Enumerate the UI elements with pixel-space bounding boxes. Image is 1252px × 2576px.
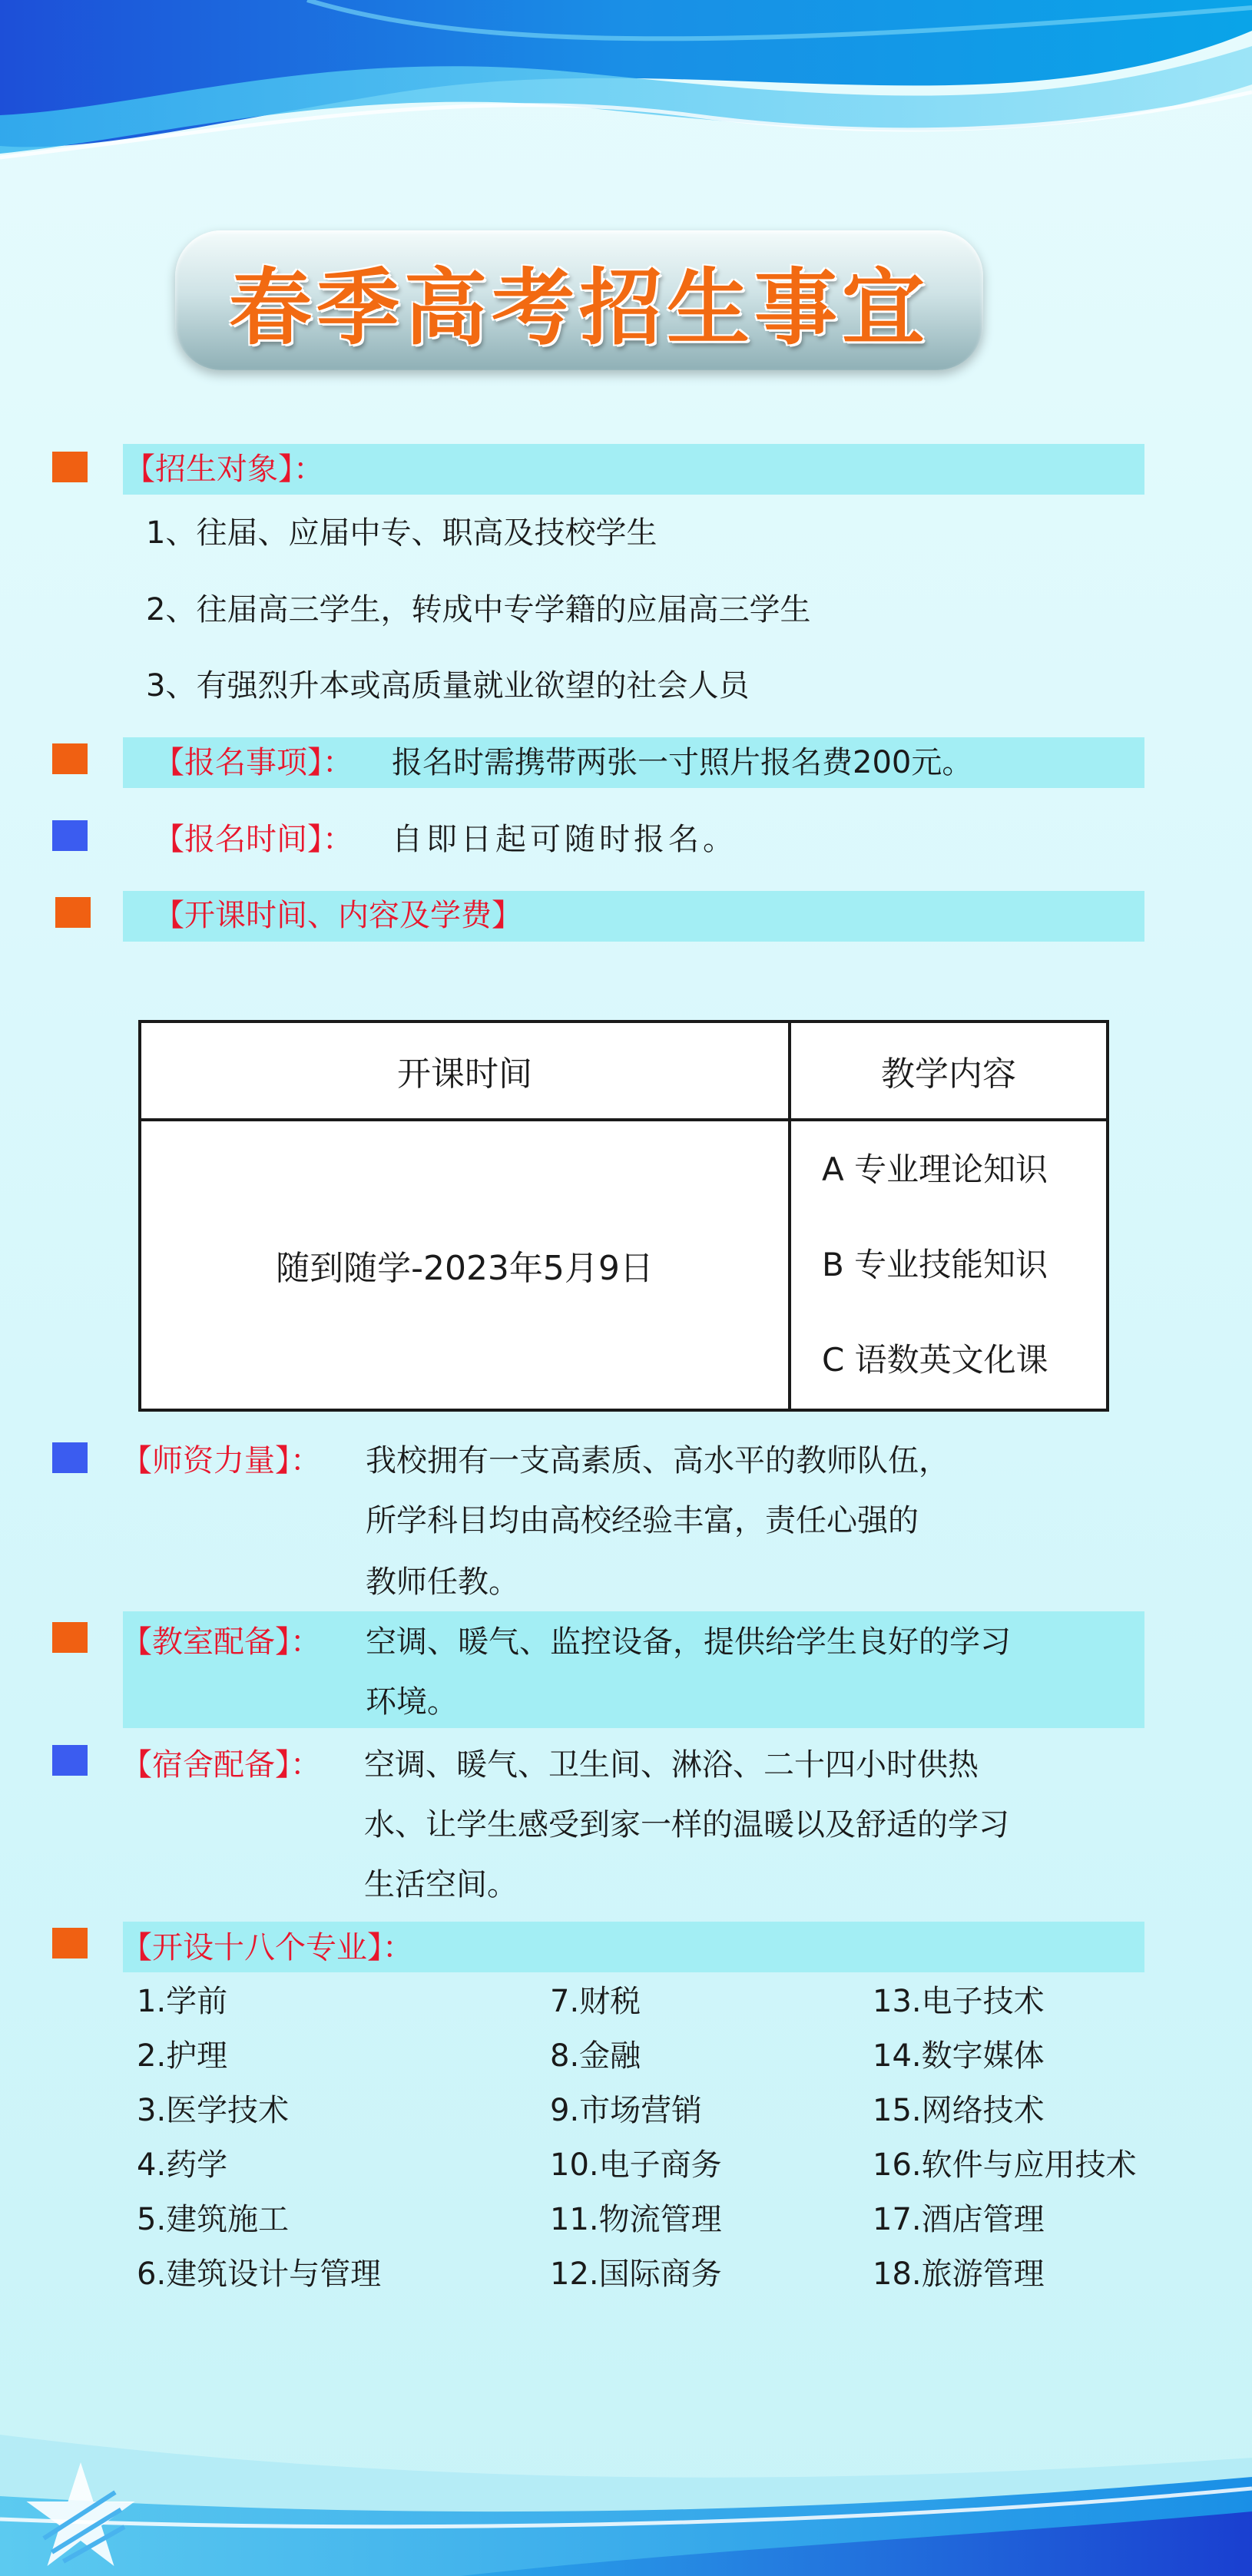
major-item: 13.电子技术 xyxy=(873,1984,1045,2019)
content-item: A 专业理论知识 xyxy=(822,1151,1048,1188)
major-item: 16.软件与应用技术 xyxy=(873,2147,1137,2183)
faculty-label: 【师资力量】： xyxy=(121,1443,321,1478)
bullet-square-icon xyxy=(52,452,88,482)
major-item: 7.财税 xyxy=(550,1984,641,2019)
classroom-label: 【教室配备】： xyxy=(121,1624,321,1660)
major-item: 5.建筑施工 xyxy=(137,2202,290,2237)
star-logo-icon xyxy=(23,2458,138,2573)
major-item: 14.数字媒体 xyxy=(873,2038,1045,2074)
schedule-table xyxy=(138,1020,1109,1412)
bullet-square-icon xyxy=(52,820,88,851)
header-waves-decoration xyxy=(0,0,1252,184)
dorm-line: 水、让学生感受到家一样的温暖以及舒适的学习 xyxy=(364,1807,1009,1843)
registration-label: 【报名事项】： xyxy=(154,745,353,780)
reg-time-text: 自即日起可随时报名。 xyxy=(392,822,737,857)
faculty-line: 所学科目均由高校经验丰富，责任心强的 xyxy=(366,1503,919,1538)
content-item: B 专业技能知识 xyxy=(822,1246,1048,1283)
enroll-target-item: 1、往届、应届中专、职高及技校学生 xyxy=(146,515,657,551)
table-header-content: 教学内容 xyxy=(790,1021,1108,1120)
major-item: 3.医学技术 xyxy=(137,2093,290,2128)
page-title: 春季高考招生事宜 xyxy=(228,260,929,356)
dorm-line: 空调、暖气、卫生间、淋浴、二十四小时供热 xyxy=(364,1747,979,1783)
major-item: 11.物流管理 xyxy=(550,2202,722,2237)
enroll-target-label: 【招生对象】： xyxy=(124,452,324,487)
bullet-square-icon xyxy=(52,743,88,774)
content-item: C 语数英文化课 xyxy=(822,1341,1048,1379)
dorm-label: 【宿舍配备】： xyxy=(121,1747,321,1783)
majors-label: 【开设十八个专业】： xyxy=(121,1930,413,1965)
classroom-line: 环境。 xyxy=(366,1684,458,1720)
table-header-time: 开课时间 xyxy=(140,1021,790,1120)
course-section-label: 【开课时间、内容及学费】 xyxy=(154,898,522,933)
footer-waves-decoration xyxy=(0,2404,1252,2576)
major-item: 10.电子商务 xyxy=(550,2147,722,2183)
major-item: 9.市场营销 xyxy=(550,2093,703,2128)
bullet-square-icon xyxy=(52,1442,88,1473)
major-item: 1.学前 xyxy=(137,1984,228,2019)
major-item: 8.金融 xyxy=(550,2038,641,2074)
faculty-line: 我校拥有一支高素质、高水平的教师队伍， xyxy=(366,1443,949,1478)
faculty-line: 教师任教。 xyxy=(366,1564,519,1600)
major-item: 2.护理 xyxy=(137,2038,228,2074)
schedule-time-cell: 随到随学-2023年5月9日 xyxy=(140,1120,790,1410)
registration-text: 报名时需携带两张一寸照片报名费200元。 xyxy=(392,745,973,780)
major-item: 15.网络技术 xyxy=(873,2093,1045,2128)
major-item: 18.旅游管理 xyxy=(873,2256,1045,2292)
major-item: 12.国际商务 xyxy=(550,2256,722,2292)
major-item: 6.建筑设计与管理 xyxy=(137,2256,382,2292)
reg-time-label: 【报名时间】： xyxy=(154,822,353,857)
bullet-square-icon xyxy=(55,897,91,928)
major-item: 4.药学 xyxy=(137,2147,228,2183)
bullet-square-icon xyxy=(52,1745,88,1776)
enroll-target-item: 2、往届高三学生，转成中专学籍的应届高三学生 xyxy=(146,592,811,627)
bullet-square-icon xyxy=(52,1622,88,1653)
major-item: 17.酒店管理 xyxy=(873,2202,1045,2237)
classroom-line: 空调、暖气、监控设备，提供给学生良好的学习 xyxy=(366,1624,1011,1660)
dorm-line: 生活空间。 xyxy=(364,1867,518,1902)
enroll-target-item: 3、有强烈升本或高质量就业欲望的社会人员 xyxy=(146,668,750,704)
schedule-content-cell xyxy=(790,1120,1108,1410)
bullet-square-icon xyxy=(52,1928,88,1958)
title-plaque xyxy=(175,230,983,370)
